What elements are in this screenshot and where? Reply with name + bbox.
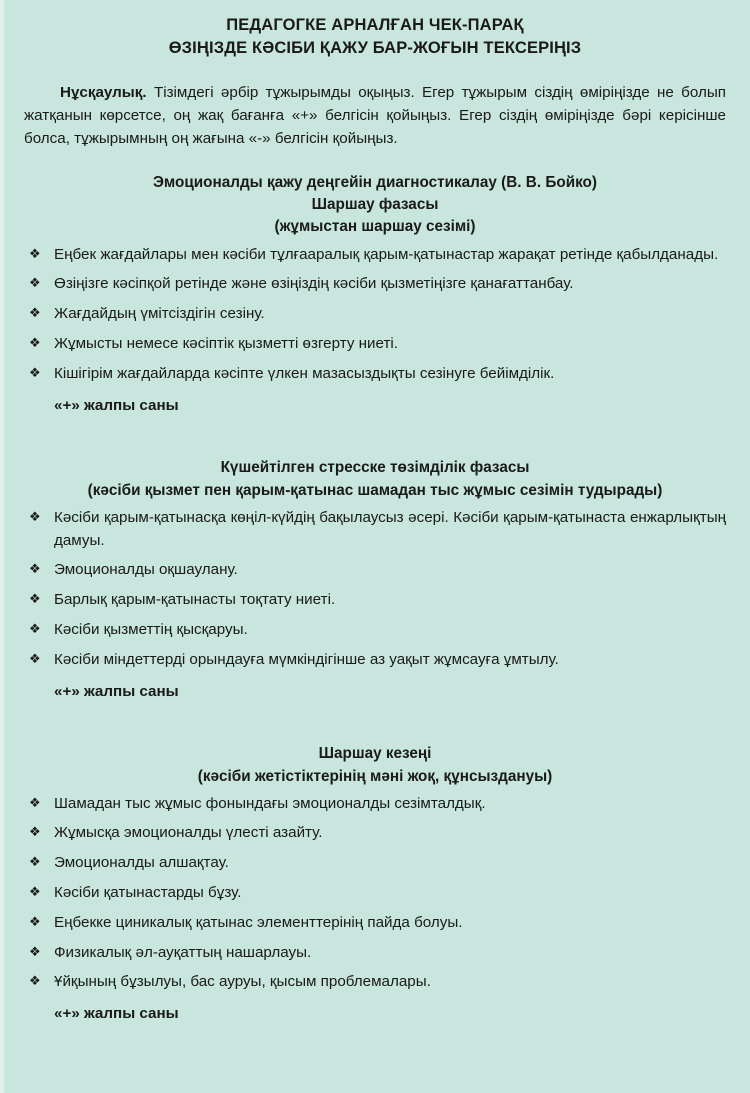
section-3-total-label: «+» жалпы саны — [54, 1005, 179, 1023]
list-item-label: Эмоционалды алшақтау. — [54, 854, 229, 872]
section-fatigue-phase — [24, 172, 726, 417]
instruction-paragraph — [24, 81, 726, 150]
diamond-bullet-icon: ❖ — [29, 591, 41, 607]
list-item-label: Өзіңізге кәсіпқой ретінде және өзіңіздің кәсіби қызметіңізге қанағаттанбау. — [54, 275, 574, 293]
list-item[interactable] — [24, 507, 726, 553]
section-1-heading-line-3: (жұмыстан шаршау сезімі) — [274, 218, 476, 236]
section-1-checklist — [24, 244, 726, 386]
diamond-bullet-icon: ❖ — [29, 854, 41, 870]
list-item-label: Кәсіби қатынастарды бұзу. — [54, 884, 242, 902]
list-item-label: Эмоционалды оқшаулану. — [54, 561, 238, 579]
instruction-lead-label: Нұсқаулық. — [60, 83, 147, 101]
list-item-label: Барлық қарым-қатынасты тоқтату ниеті. — [54, 591, 336, 609]
section-1-total-label: «+» жалпы саны — [54, 396, 179, 414]
diamond-bullet-icon: ❖ — [29, 508, 41, 524]
list-item[interactable] — [24, 942, 726, 965]
section-3-heading-line-2: (кәсіби жетістіктерінің мәні жоқ, құнсыздануы) — [197, 767, 553, 785]
list-item-label: Кішігірім жағдайларда кәсіпте үлкен мазасыздықты сезінуге бейімділік. — [54, 364, 555, 382]
diamond-bullet-icon: ❖ — [29, 973, 41, 989]
list-item[interactable] — [24, 303, 726, 326]
list-item-label: Кәсіби міндеттерді орындауға мүмкіндігінше аз уақыт жұмсауға ұмтылу. — [54, 650, 559, 668]
section-1-heading-line-2: Шаршау фазасы — [311, 196, 439, 214]
diamond-bullet-icon: ❖ — [29, 335, 41, 351]
page-title — [24, 14, 726, 61]
list-item-label: Еңбекке циникалық қатынас элементтерінің пайда болуы. — [54, 913, 463, 931]
list-item[interactable] — [24, 244, 726, 267]
list-item-label: Еңбек жағдайлары мен кәсіби тұлғааралық қарым-қатынастар жарақат ретінде қабылданады. — [54, 245, 719, 263]
section-3-heading-line-1: Шаршау кезеңі — [318, 745, 432, 763]
list-item[interactable] — [24, 273, 726, 296]
section-2-heading-line-2: (кәсіби қызмет пен қарым-қатынас шамадан тыс жұмыс сезімін тудырады) — [87, 481, 663, 499]
page-title-line-2: ӨЗІҢІЗДЕ КӘСІБИ ҚАЖУ БАР-ЖОҒЫН ТЕКСЕРІҢІЗ — [168, 39, 582, 58]
diamond-bullet-icon: ❖ — [29, 913, 41, 929]
section-2-heading-line-1: Күшейтілген стресске төзімділік фазасы — [220, 459, 530, 477]
list-item[interactable] — [24, 852, 726, 875]
list-item[interactable] — [24, 882, 726, 905]
list-item[interactable] — [24, 619, 726, 642]
section-2-checklist — [24, 507, 726, 672]
diamond-bullet-icon: ❖ — [29, 305, 41, 321]
list-item[interactable] — [24, 912, 726, 935]
list-item[interactable] — [24, 363, 726, 386]
diamond-bullet-icon: ❖ — [29, 943, 41, 959]
list-item-label: Жұмысқа эмоционалды үлесті азайту. — [54, 824, 323, 842]
list-item[interactable] — [24, 822, 726, 845]
list-item[interactable] — [24, 333, 726, 356]
diamond-bullet-icon: ❖ — [29, 245, 41, 261]
list-item-label: Кәсіби қызметтің қысқаруы. — [54, 620, 248, 638]
list-item[interactable] — [24, 649, 726, 672]
diamond-bullet-icon: ❖ — [29, 364, 41, 380]
section-3-checklist — [24, 793, 726, 995]
section-stress-resistance-phase — [24, 457, 726, 703]
section-2-total-label: «+» жалпы саны — [54, 682, 179, 700]
list-item-label: Жұмысты немесе кәсіптік қызметті өзгерту ниеті. — [54, 335, 399, 353]
diamond-bullet-icon: ❖ — [29, 794, 41, 810]
list-item[interactable] — [24, 589, 726, 612]
section-1-heading — [24, 172, 726, 239]
diamond-bullet-icon: ❖ — [29, 275, 41, 291]
section-2-heading — [24, 457, 726, 501]
page-title-line-1: ПЕДАГОГКЕ АРНАЛҒАН ЧЕК-ПАРАҚ — [226, 16, 524, 34]
list-item-label: Шамадан тыс жұмыс фонындағы эмоционалды сезімталдық. — [54, 794, 486, 812]
diamond-bullet-icon: ❖ — [29, 884, 41, 900]
list-item[interactable] — [24, 971, 726, 994]
diamond-bullet-icon: ❖ — [29, 561, 41, 577]
diamond-bullet-icon: ❖ — [29, 824, 41, 840]
section-exhaustion-phase — [24, 743, 726, 1026]
list-item-label: Кәсіби қарым-қатынасқа көңіл-күйдің бақылаусыз әсері. Кәсіби қарым-қатынаста енжарлықтың дамуы. — [54, 508, 726, 549]
section-3-heading — [24, 743, 726, 787]
list-item[interactable] — [24, 793, 726, 816]
instruction-body-text: Тізімдегі әрбір тұжырымды оқыңыз. Егер тұжырым сіздің өміріңізде не болып жатқанын көрсетсе, оң жақ бағанға «+» белгісін қойыңыз. Егер сіздің өміріңізде бәрі керісінше болса, тұжырымның оң жағына «-» белгісін қойыңыз. — [24, 83, 726, 148]
list-item-label: Жағдайдың үмітсіздігін сезіну. — [54, 305, 265, 323]
list-item-label: Физикалық әл-ауқаттың нашарлауы. — [54, 943, 312, 961]
list-item[interactable] — [24, 559, 726, 582]
list-item-label: Ұйқының бұзылуы, бас ауруы, қысым проблемалары. — [54, 973, 431, 991]
diamond-bullet-icon: ❖ — [29, 620, 41, 636]
diamond-bullet-icon: ❖ — [29, 650, 41, 666]
section-1-heading-line-1: Эмоционалды қажу деңгейін диагностикалау (В. В. Бойко) — [153, 174, 597, 192]
